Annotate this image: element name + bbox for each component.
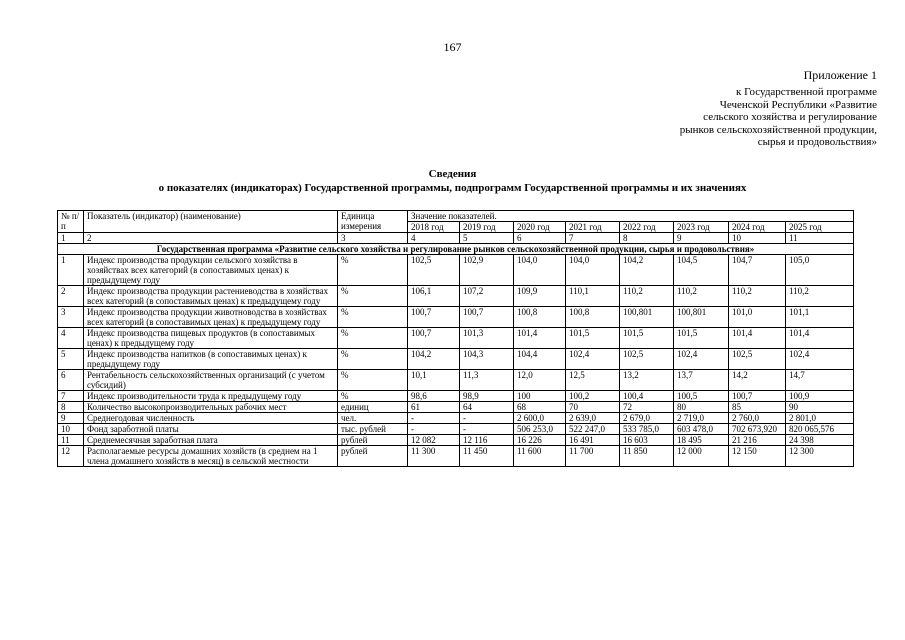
- row-value-cell: 24 398: [786, 435, 854, 446]
- row-value-cell: 2 760,0: [729, 413, 786, 424]
- row-value-cell: 68: [514, 402, 566, 413]
- indicators-table-body: [58, 211, 854, 467]
- row-value-cell: 16 491: [566, 435, 620, 446]
- table-row: [58, 328, 854, 349]
- row-indicator-cell: Индекс производства пищевых продуктов (в сопоставимых ценах) к предыдущему году: [84, 328, 338, 349]
- header-year: 2020 год: [514, 222, 566, 233]
- row-value-cell: 100,7: [408, 307, 460, 328]
- row-value-cell: -: [460, 424, 514, 435]
- row-value-cell: 80: [674, 402, 729, 413]
- program-reference-line: рынков сельскохозяйственной продукции,: [679, 123, 877, 136]
- row-value-cell: 102,9: [460, 255, 514, 286]
- column-number: 1: [58, 233, 84, 244]
- row-value-cell: 702 673,920: [729, 424, 786, 435]
- row-num-cell: 11: [58, 435, 84, 446]
- row-unit-cell: тыс. рублей: [338, 424, 408, 435]
- row-num-cell: 6: [58, 370, 84, 391]
- row-value-cell: 102,4: [566, 349, 620, 370]
- row-value-cell: 104,2: [408, 349, 460, 370]
- table-row: [58, 446, 854, 467]
- row-num-cell: 12: [58, 446, 84, 467]
- indicators-table: [57, 210, 854, 467]
- header-num: № п/п: [58, 211, 84, 233]
- row-num-cell: 1: [58, 255, 84, 286]
- row-value-cell: 100,801: [674, 307, 729, 328]
- row-value-cell: 12 116: [460, 435, 514, 446]
- row-value-cell: 12 000: [674, 446, 729, 467]
- column-number: 9: [674, 233, 729, 244]
- row-value-cell: -: [408, 424, 460, 435]
- row-value-cell: 102,4: [786, 349, 854, 370]
- header-year: 2019 год: [460, 222, 514, 233]
- row-value-cell: -: [460, 413, 514, 424]
- row-value-cell: 102,4: [674, 349, 729, 370]
- row-unit-cell: рублей: [338, 446, 408, 467]
- row-value-cell: 104,3: [460, 349, 514, 370]
- row-value-cell: 533 785,0: [620, 424, 674, 435]
- row-unit-cell: %: [338, 391, 408, 402]
- row-value-cell: 106,1: [408, 286, 460, 307]
- row-value-cell: 21 216: [729, 435, 786, 446]
- row-value-cell: 101,5: [674, 328, 729, 349]
- row-value-cell: 100,2: [566, 391, 620, 402]
- column-number: 10: [729, 233, 786, 244]
- row-value-cell: -: [408, 413, 460, 424]
- row-value-cell: 100,5: [674, 391, 729, 402]
- row-value-cell: 102,5: [408, 255, 460, 286]
- row-value-cell: 102,5: [620, 349, 674, 370]
- document-title: Сведения: [428, 168, 477, 180]
- program-reference-line: Чеченской Республики «Развитие: [719, 98, 877, 111]
- row-value-cell: 102,5: [729, 349, 786, 370]
- header-year: 2024 год: [729, 222, 786, 233]
- row-num-cell: 5: [58, 349, 84, 370]
- row-value-cell: 11 600: [514, 446, 566, 467]
- row-value-cell: 506 253,0: [514, 424, 566, 435]
- row-value-cell: 522 247,0: [566, 424, 620, 435]
- header-year: 2025 год: [786, 222, 854, 233]
- row-value-cell: 100,7: [460, 307, 514, 328]
- section-title: Государственная программа «Развитие сельского хозяйства и регулирование рынков сельскохозяйственной продукции, сырья и продовольствия»: [58, 244, 854, 255]
- row-value-cell: 2 600,0: [514, 413, 566, 424]
- row-value-cell: 104,2: [620, 255, 674, 286]
- row-indicator-cell: Среднегодовая численность: [84, 413, 338, 424]
- row-value-cell: 10,1: [408, 370, 460, 391]
- row-value-cell: 101,5: [566, 328, 620, 349]
- row-value-cell: 101,5: [620, 328, 674, 349]
- row-indicator-cell: Индекс производства продукции сельского хозяйства в хозяйствах всех категорий (в сопоставимых ценах) к предыдущему году: [84, 255, 338, 286]
- column-number: 2: [84, 233, 338, 244]
- row-num-cell: 4: [58, 328, 84, 349]
- row-indicator-cell: Количество высокопроизводительных рабочих мест: [84, 402, 338, 413]
- table-row: [58, 307, 854, 328]
- column-number: 5: [460, 233, 514, 244]
- row-value-cell: 72: [620, 402, 674, 413]
- row-unit-cell: %: [338, 370, 408, 391]
- table-row: [58, 370, 854, 391]
- row-value-cell: 11,3: [460, 370, 514, 391]
- row-value-cell: 820 065,576: [786, 424, 854, 435]
- row-value-cell: 100,8: [566, 307, 620, 328]
- row-value-cell: 98,9: [460, 391, 514, 402]
- row-value-cell: 100: [514, 391, 566, 402]
- table-row: [58, 413, 854, 424]
- row-indicator-cell: Индекс производства продукции животноводства в хозяйствах всех категорий (в сопоставимых ценах) к предыдущему году: [84, 307, 338, 328]
- row-value-cell: 12 300: [786, 446, 854, 467]
- row-value-cell: 101,3: [460, 328, 514, 349]
- row-value-cell: 100,801: [620, 307, 674, 328]
- row-value-cell: 101,4: [729, 328, 786, 349]
- row-value-cell: 104,0: [514, 255, 566, 286]
- row-value-cell: 2 639,0: [566, 413, 620, 424]
- row-indicator-cell: Рентабельность сельскохозяйственных организаций (с учетом субсидий): [84, 370, 338, 391]
- row-value-cell: 107,2: [460, 286, 514, 307]
- row-value-cell: 100,9: [786, 391, 854, 402]
- program-reference-line: сельского хозяйства и регулирование: [703, 111, 877, 123]
- row-value-cell: 110,2: [786, 286, 854, 307]
- table-header-row: [58, 211, 854, 222]
- row-value-cell: 104,0: [566, 255, 620, 286]
- row-unit-cell: %: [338, 286, 408, 307]
- row-value-cell: 100,8: [514, 307, 566, 328]
- row-value-cell: 16 603: [620, 435, 674, 446]
- program-reference: [577, 86, 877, 149]
- row-value-cell: 11 700: [566, 446, 620, 467]
- row-indicator-cell: Располагаемые ресурсы домашних хозяйств (в среднем на 1 члена домашнего хозяйств в месяц) в сельской местности: [84, 446, 338, 467]
- row-value-cell: 2 719,0: [674, 413, 729, 424]
- row-value-cell: 603 478,0: [674, 424, 729, 435]
- table-row: [58, 424, 854, 435]
- row-indicator-cell: Фонд заработной платы: [84, 424, 338, 435]
- row-value-cell: 105,0: [786, 255, 854, 286]
- table-row: [58, 391, 854, 402]
- row-num-cell: 9: [58, 413, 84, 424]
- row-value-cell: 85: [729, 402, 786, 413]
- row-indicator-cell: Индекс производительности труда к предыдущему году: [84, 391, 338, 402]
- row-value-cell: 12,0: [514, 370, 566, 391]
- row-value-cell: 101,4: [786, 328, 854, 349]
- row-num-cell: 7: [58, 391, 84, 402]
- row-value-cell: 101,0: [729, 307, 786, 328]
- row-num-cell: 10: [58, 424, 84, 435]
- row-value-cell: 100,7: [408, 328, 460, 349]
- row-unit-cell: рублей: [338, 435, 408, 446]
- row-value-cell: 101,1: [786, 307, 854, 328]
- row-value-cell: 11 450: [460, 446, 514, 467]
- header-year: 2018 год: [408, 222, 460, 233]
- row-value-cell: 104,5: [674, 255, 729, 286]
- row-value-cell: 64: [460, 402, 514, 413]
- column-number: 3: [338, 233, 408, 244]
- row-value-cell: 14,7: [786, 370, 854, 391]
- row-value-cell: 110,1: [566, 286, 620, 307]
- row-value-cell: 110,2: [729, 286, 786, 307]
- row-unit-cell: чел.: [338, 413, 408, 424]
- row-value-cell: 16 226: [514, 435, 566, 446]
- row-value-cell: 11 300: [408, 446, 460, 467]
- table-row: [58, 349, 854, 370]
- row-value-cell: 100,4: [620, 391, 674, 402]
- row-num-cell: 8: [58, 402, 84, 413]
- row-value-cell: 70: [566, 402, 620, 413]
- document-subtitle: о показателях (индикаторах) Государственной программы, подпрограмм Государственной программы и их значениях: [158, 182, 747, 194]
- row-value-cell: 98,6: [408, 391, 460, 402]
- row-value-cell: 18 495: [674, 435, 729, 446]
- row-value-cell: 104,7: [729, 255, 786, 286]
- program-reference-line: к Государственной программе: [736, 86, 877, 98]
- row-value-cell: 11 850: [620, 446, 674, 467]
- row-value-cell: 2 679,0: [620, 413, 674, 424]
- column-number: 4: [408, 233, 460, 244]
- row-unit-cell: единиц: [338, 402, 408, 413]
- header-year: 2022 год: [620, 222, 674, 233]
- row-value-cell: 61: [408, 402, 460, 413]
- row-value-cell: 100,7: [729, 391, 786, 402]
- row-value-cell: 13,7: [674, 370, 729, 391]
- header-indicator: Показатель (индикатор) (наименование): [84, 211, 338, 233]
- row-value-cell: 90: [786, 402, 854, 413]
- row-value-cell: 13,2: [620, 370, 674, 391]
- row-unit-cell: %: [338, 349, 408, 370]
- program-reference-line: сырья и продовольствия»: [757, 136, 877, 148]
- column-number: 6: [514, 233, 566, 244]
- appendix-label: Приложение 1: [803, 68, 877, 82]
- row-value-cell: 14,2: [729, 370, 786, 391]
- table-row: [58, 255, 854, 286]
- header-values-group: Значение показателей.: [408, 211, 854, 222]
- column-number: 8: [620, 233, 674, 244]
- row-value-cell: 110,2: [620, 286, 674, 307]
- table-row: [58, 435, 854, 446]
- section-row: [58, 244, 854, 255]
- page-number: 167: [443, 40, 462, 54]
- row-value-cell: 104,4: [514, 349, 566, 370]
- header-year: 2023 год: [674, 222, 729, 233]
- column-number: 7: [566, 233, 620, 244]
- row-value-cell: 12 082: [408, 435, 460, 446]
- column-number: 11: [786, 233, 854, 244]
- header-year: 2021 год: [566, 222, 620, 233]
- row-value-cell: 2 801,0: [786, 413, 854, 424]
- row-indicator-cell: Среднемесячная заработная плата: [84, 435, 338, 446]
- row-value-cell: 12 150: [729, 446, 786, 467]
- column-numbers-row: [58, 233, 854, 244]
- row-num-cell: 3: [58, 307, 84, 328]
- row-indicator-cell: Индекс производства продукции растениеводства в хозяйствах всех категорий (в сопоставимых ценах) к предыдущему году: [84, 286, 338, 307]
- row-value-cell: 101,4: [514, 328, 566, 349]
- row-num-cell: 2: [58, 286, 84, 307]
- header-unit: Единица измерения: [338, 211, 408, 233]
- row-value-cell: 110,2: [674, 286, 729, 307]
- row-value-cell: 109,9: [514, 286, 566, 307]
- row-indicator-cell: Индекс производства напитков (в сопоставимых ценах) к предыдущему году: [84, 349, 338, 370]
- table-row: [58, 286, 854, 307]
- table-row: [58, 402, 854, 413]
- row-unit-cell: %: [338, 328, 408, 349]
- row-value-cell: 12,5: [566, 370, 620, 391]
- row-unit-cell: %: [338, 255, 408, 286]
- row-unit-cell: %: [338, 307, 408, 328]
